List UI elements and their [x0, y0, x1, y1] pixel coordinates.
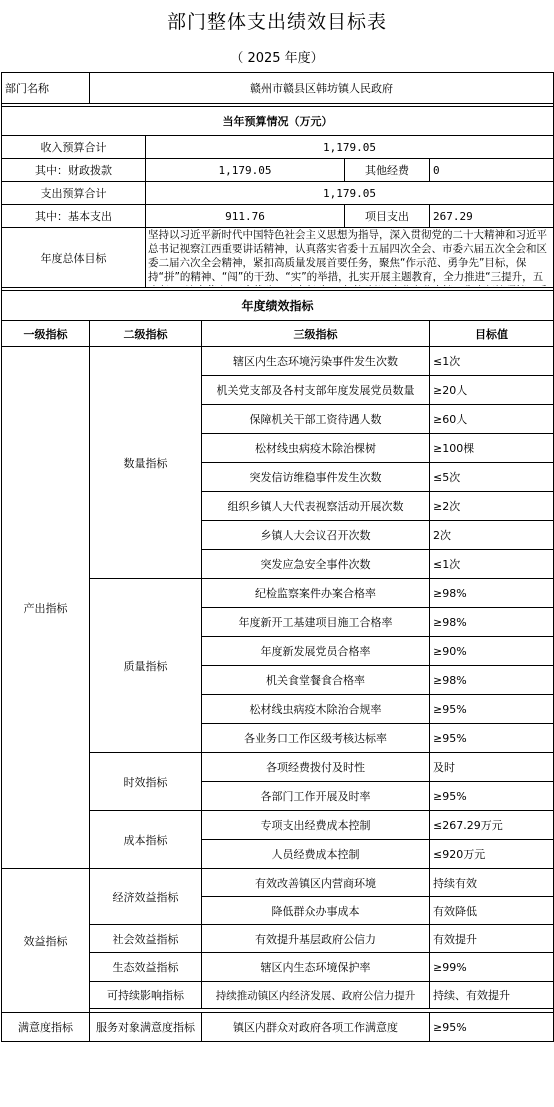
indicator-name: 持续推动镇区内经济发展、政府公信力提升: [202, 982, 430, 1009]
dept-value: 赣州市赣县区韩坊镇人民政府: [90, 73, 554, 104]
year-label: （ 2025 年度）: [230, 50, 324, 66]
indicator-name: 人员经费成本控制: [202, 840, 430, 869]
indicator-name: 有效提升基层政府公信力: [202, 925, 430, 953]
indicator-value: ≤920万元: [430, 840, 554, 869]
indicator-value: ≥95%: [430, 1013, 554, 1042]
indicator-name: 各项经费拨付及时性: [202, 753, 430, 782]
other-label: 其他经费: [345, 159, 430, 182]
budget-section-title: 当年预算情况（万元）: [2, 107, 554, 136]
indicator-value: ≤1次: [430, 347, 554, 376]
performance-table: [1, 72, 554, 1042]
indicator-value: ≤267.29万元: [430, 811, 554, 840]
indicator-value: 持续、有效提升: [430, 982, 554, 1009]
basic-value: 911.76: [146, 205, 345, 228]
indicator-name: 机关党支部及各村支部年度发展党员数量: [202, 376, 430, 405]
project-value: 267.29: [430, 205, 554, 228]
indicator-value: ≥95%: [430, 695, 554, 724]
project-label: 项目支出: [345, 205, 430, 228]
other-value: 0: [430, 159, 554, 182]
indicator-value: ≥95%: [430, 724, 554, 753]
indicator-name: 乡镇人大会议召开次数: [202, 521, 430, 550]
header-level2: 二级指标: [90, 321, 202, 347]
level2-economic: 经济效益指标: [90, 869, 202, 925]
indicator-name: 辖区内生态环境污染事件发生次数: [202, 347, 430, 376]
indicator-value: 有效降低: [430, 897, 554, 925]
indicator-name: 镇区内群众对政府各项工作满意度: [202, 1013, 430, 1042]
indicator-name: 突发应急安全事件次数: [202, 550, 430, 579]
indicator-value: ≥98%: [430, 579, 554, 608]
indicator-name: 各部门工作开展及时率: [202, 782, 430, 811]
indicator-name: 专项支出经费成本控制: [202, 811, 430, 840]
level2-quantity: 数量指标: [90, 347, 202, 579]
level2-social: 社会效益指标: [90, 925, 202, 953]
annual-goal-cell: [146, 228, 554, 288]
basic-label: 其中：基本支出: [2, 205, 146, 228]
level1-satisfaction: 满意度指标: [2, 1013, 90, 1042]
expense-total-value: 1,179.05: [146, 182, 554, 205]
indicator-name: 突发信访维稳事件发生次数: [202, 463, 430, 492]
indicator-name: 辖区内生态环境保护率: [202, 953, 430, 982]
annual-goal-label: 年度总体目标: [2, 228, 146, 288]
perf-section-title: 年度绩效指标: [2, 291, 554, 321]
page-title: 部门整体支出绩效目标表: [166, 10, 387, 33]
header-level3: 三级指标: [202, 321, 430, 347]
indicator-value: ≥60人: [430, 405, 554, 434]
indicator-value: ≥98%: [430, 666, 554, 695]
level1-output: 产出指标: [2, 347, 90, 869]
indicator-name: 机关食堂餐食合格率: [202, 666, 430, 695]
indicator-name: 各业务口工作区级考核达标率: [202, 724, 430, 753]
indicator-name: 降低群众办事成本: [202, 897, 430, 925]
level2-cost: 成本指标: [90, 811, 202, 869]
level2-ecological: 生态效益指标: [90, 953, 202, 982]
level1-benefit: 效益指标: [2, 869, 90, 1013]
indicator-name: 松材线虫病疫木除治合规率: [202, 695, 430, 724]
indicator-name: 年度新开工基建项目施工合格率: [202, 608, 430, 637]
indicator-name: 年度新发展党员合格率: [202, 637, 430, 666]
fiscal-value: 1,179.05: [146, 159, 345, 182]
level2-service: 服务对象满意度指标: [90, 1013, 202, 1042]
indicator-value: 有效提升: [430, 925, 554, 953]
dept-label: 部门名称: [2, 73, 90, 104]
indicator-name: 组织乡镇人大代表视察活动开展次数: [202, 492, 430, 521]
indicator-name: 松材线虫病疫木除治棵树: [202, 434, 430, 463]
indicator-value: ≤1次: [430, 550, 554, 579]
header-target: 目标值: [430, 321, 554, 347]
indicator-value: 持续有效: [430, 869, 554, 897]
annual-goal-text: 坚持以习近平新时代中国特色社会主义思想为指导，深入贯彻党的二十大精神和习近平总书记视察江西重要讲话精神，认真落实省委十五届四次全会、市委六届五次全会和区委二届六次全会精神，紧扣高质量发展首要任务，聚焦“作示范、勇争先”目标，保持“拼”的精神、“闯”的干劲、“实”的举措，扎实开展主题教育，全力推进“三提升，五: [148, 229, 547, 283]
header-level1: 一级指标: [2, 321, 90, 347]
level2-sustainable: 可持续影响指标: [90, 982, 202, 1009]
fiscal-label: 其中：财政拨款: [2, 159, 146, 182]
indicator-value: ≥98%: [430, 608, 554, 637]
indicator-value: 2次: [430, 521, 554, 550]
indicator-value: ≥95%: [430, 782, 554, 811]
indicator-value: ≥100棵: [430, 434, 554, 463]
indicator-value: ≥20人: [430, 376, 554, 405]
expense-total-label: 支出预算合计: [2, 182, 146, 205]
indicator-name: 有效改善镇区内营商环境: [202, 869, 430, 897]
indicator-name: 保障机关干部工资待遇人数: [202, 405, 430, 434]
indicator-name: 纪检监察案件办案合格率: [202, 579, 430, 608]
level2-timeliness: 时效指标: [90, 753, 202, 811]
income-total-value: 1,179.05: [146, 136, 554, 159]
indicator-value: ≥99%: [430, 953, 554, 982]
indicator-value: 及时: [430, 753, 554, 782]
income-total-label: 收入预算合计: [2, 136, 146, 159]
indicator-value: ≥90%: [430, 637, 554, 666]
indicator-value: ≥2次: [430, 492, 554, 521]
indicator-value: ≤5次: [430, 463, 554, 492]
level2-quality: 质量指标: [90, 579, 202, 753]
